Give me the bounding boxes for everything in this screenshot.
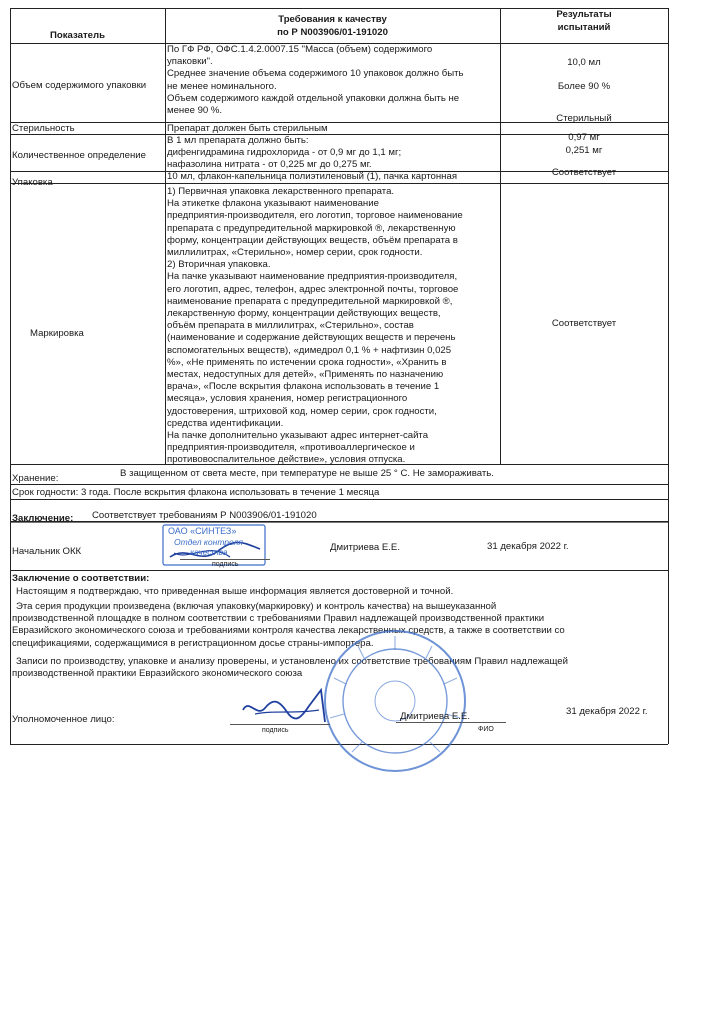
compliance-line: производственной площадке в полном соответствии с требованиями Правил надлежащей производственной практики xyxy=(12,613,545,625)
row-marking-result: Соответствует xyxy=(551,318,617,329)
req-line: препарата с предупредительной маркировкой ®, лекарственную xyxy=(167,222,456,234)
storage-bottom-border xyxy=(10,484,668,485)
row-quant-result-2: 0,251 мг xyxy=(565,145,603,156)
req-line: упаковки". xyxy=(167,56,213,68)
col1-divider xyxy=(165,8,166,464)
row-sterility-requirement: Препарат должен быть стерильным xyxy=(167,123,328,134)
row-package-requirement: 10 мл, флакон-капельница полиэтиленовый (1), пачка картонная xyxy=(167,171,458,182)
req-line: удостоверения, штриховой код, номер серии, срок годности, xyxy=(167,405,437,417)
authorized-label: Уполномоченное лицо: xyxy=(12,714,115,725)
okk-stamp-line3: качества xyxy=(190,547,228,557)
row-volume-name: Объем содержимого упаковки xyxy=(12,80,147,91)
header-col-results-line1: Результаты xyxy=(556,9,612,20)
row-volume-result-1: 10,0 мл xyxy=(567,57,601,68)
req-line: 2) Вторичная упаковка. xyxy=(167,259,271,271)
col2-divider xyxy=(500,8,501,464)
req-line: По ГФ РФ, ОФС.1.4.2.0007.15 "Масса (объем) содержимого xyxy=(167,44,433,55)
table-left-border xyxy=(10,8,11,744)
compliance-line: Евразийского экономического союза и требованиями контроля качества лекарственных средств, а также в соответствии со xyxy=(12,625,565,637)
req-line: На пачке дополнительно указывают адрес интернет-сайта xyxy=(167,430,429,442)
shelf-life-bottom-border xyxy=(10,499,668,500)
req-line: %», «Не применять по истечении срока годности», «Хранить в xyxy=(167,356,447,368)
header-col-requirements-line1: Требования к качеству xyxy=(278,14,387,25)
req-line: В 1 мл препарата должно быть: xyxy=(167,135,309,146)
conclusion-label: Заключение: xyxy=(12,513,74,524)
signature-icon xyxy=(235,688,355,728)
okk-top-border xyxy=(10,522,668,523)
req-line: На пачке указывают наименование предприятия-производителя, xyxy=(167,271,458,283)
row-marking-name: Маркировка xyxy=(30,328,84,339)
row-quant-result-1: 0,97 мг xyxy=(568,132,600,143)
header-col-indicator: Показатель xyxy=(50,30,106,41)
compliance-paragraph-1: Настоящим я подтверждаю, что приведенная выше информация является достоверной и точной. xyxy=(16,586,454,597)
req-line: Объем содержимого каждой отдельной упаковки должна быть не xyxy=(167,92,460,104)
req-line: предприятия-производителя, его логотип, торговое наименование xyxy=(167,210,463,222)
header-col-results-line2: испытаний xyxy=(557,22,611,33)
table-right-border xyxy=(668,8,669,744)
req-line: нафазолина нитрата - от 0,225 мг до 0,275 мг. xyxy=(167,159,372,171)
req-line: дифенгидрамина гидрохлорида - от 0,9 мг до 1,1 мг; xyxy=(167,147,402,159)
req-line: местах, недоступных для детей», «Применять по назначению xyxy=(167,369,444,381)
row-sterility-name: Стерильность xyxy=(12,123,75,134)
authorized-date: 31 декабря 2022 г. xyxy=(566,706,648,717)
req-line: врача», «После вскрытия флакона использовать в течение 1 xyxy=(167,381,440,393)
row-volume-requirements xyxy=(167,44,463,117)
okk-title: Начальник ОКК xyxy=(12,546,82,557)
authorized-fio-line xyxy=(396,722,506,723)
compliance-line: Эта серия продукции произведена (включая упаковку(маркировку) и контроль качества) на вышеуказанной xyxy=(16,601,497,612)
row-package-bottom-border xyxy=(10,183,668,184)
okk-name: Дмитриева Е.Е. xyxy=(330,542,400,553)
authorized-signature-label: подпись xyxy=(262,727,289,734)
req-line: менее 90 %. xyxy=(167,105,223,117)
authorized-name: Дмитриева Е.Е. xyxy=(400,711,470,722)
req-line: противовоспалительное действие», условия отпуска. xyxy=(167,454,406,466)
shelf-life-text: Срок годности: 3 года. После вскрытия флакона использовать в течение 1 месяца xyxy=(12,487,380,498)
storage-text: В защищенном от света месте, при температуре не выше 25 ° С. Не замораживать. xyxy=(120,468,494,479)
req-line: средства идентификации. xyxy=(167,417,284,429)
row-package-name: Упаковка xyxy=(12,177,53,188)
req-line: не менее номинального. xyxy=(167,80,277,92)
req-line: предприятия-производителя, «противоаллергическое и xyxy=(167,442,415,454)
req-line: вспомогательных веществ), «димедрол 0,1 % + нафтизин 0,025 xyxy=(167,344,452,356)
req-line: миллилитрах, «Стерильно», номер серии, срок годности. xyxy=(167,247,423,259)
req-line: объём препарата в миллилитрах, «Стерильно», состав xyxy=(167,320,414,332)
req-line: (наименование и содержание действующих веществ и перечень xyxy=(167,332,456,344)
row-sterility-result: Стерильный xyxy=(556,113,612,124)
row-volume-result-2: Более 90 % xyxy=(557,81,611,92)
row-quant-name: Количественное определение xyxy=(12,150,146,161)
req-line: На этикетке флакона указывают наименование xyxy=(167,198,379,210)
okk-date: 31 декабря 2022 г. xyxy=(487,541,569,552)
okk-bottom-border xyxy=(10,570,668,571)
row-marking-requirements xyxy=(167,186,463,467)
req-line: наименование препарата с предупредительной маркировкой ®, xyxy=(167,295,453,307)
header-col-requirements-line2: по Р N003906/01-191020 xyxy=(277,27,388,38)
row-package-result: Соответствует xyxy=(551,167,617,178)
compliance-paragraph-3 xyxy=(12,656,568,680)
req-line: месяца», условия хранения, номер регистрационного xyxy=(167,393,408,405)
okk-stamp-line2: Отдел контроля xyxy=(174,537,243,547)
req-line: Среднее значение объема содержимого 10 упаковок должно быть xyxy=(167,68,464,80)
req-line: его логотип, адрес, телефон, адрес электронной почты, торговое xyxy=(167,283,459,295)
okk-stamp-line1: ОАО «СИНТЕЗ» xyxy=(168,526,237,536)
compliance-title: Заключение о соответствии: xyxy=(12,573,150,584)
req-line: форму, концентрации действующих веществ, объём препарата в xyxy=(167,234,458,246)
compliance-paragraph-2 xyxy=(12,601,565,650)
conclusion-text: Соответствует требованиям Р N003906/01-191020 xyxy=(92,510,317,521)
req-line: лекарственную форму, концентрации действующих веществ, xyxy=(167,308,441,320)
row-quant-requirements xyxy=(167,135,401,172)
compliance-line: Записи по производству, упаковке и анализу проверены, и установлено их соответствие требованиям Правил надлежащей xyxy=(16,656,568,667)
compliance-line: спецификациями, содержащимися в регистрационном досье страны-импортера. xyxy=(12,637,374,649)
req-line: 1) Первичная упаковка лекарственного препарата. xyxy=(167,186,395,197)
storage-label: Хранение: xyxy=(12,473,59,484)
okk-signature-label: подпись xyxy=(212,561,239,568)
authorized-fio-label: ФИО xyxy=(478,726,494,733)
compliance-line: производственной практики Евразийского экономического союза xyxy=(12,668,303,680)
